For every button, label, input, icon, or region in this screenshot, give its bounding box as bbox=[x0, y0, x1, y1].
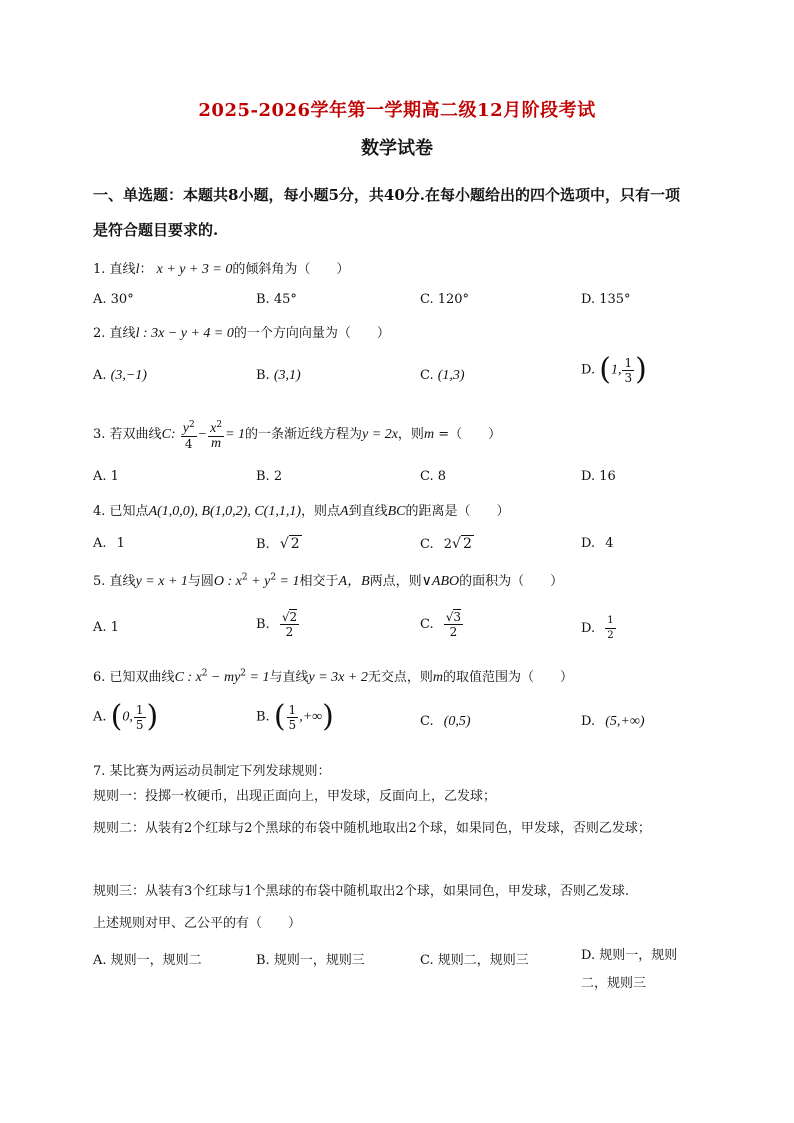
option-b: B. 45° bbox=[256, 292, 297, 307]
option-c: C. (0,5) bbox=[420, 714, 471, 729]
question-7: 7. 某比赛为两运动员制定下列发球规则： bbox=[93, 764, 331, 779]
question-5: 5. 直线y = x + 1与圆O : $x^2 + y^2 = 1$相交于A，B两点，则∨ABO的面积为（ ） bbox=[93, 572, 564, 589]
question-2: 2. 直线l : 3x − y + 4 = 0的一个方向向量为（ ） bbox=[93, 326, 390, 341]
exam-title: 2025-2026学年第一学期高二级12月阶段考试 bbox=[198, 100, 596, 121]
rule-2: 规则二：从装有2个红球与2个黑球的布袋中随机地取出2个球，如果同色，甲发球，否则乙发球； bbox=[93, 821, 651, 836]
option-d: D. 16 bbox=[581, 469, 616, 484]
question-4: 4. 已知点A(1,0,0), B(1,0,2), C(1,1,1)，则点A到直线BC的距离是（ ） bbox=[93, 504, 510, 519]
option-d: D. 规则一，规则二，规则三 bbox=[581, 948, 678, 991]
option-d: D. (1, $\frac{1}{3}$ ) bbox=[581, 352, 647, 387]
option-c: C. 8 bbox=[420, 469, 447, 484]
equation: x + y + 3 = 0 bbox=[156, 262, 233, 277]
equation: l : 3x − y + 4 = 0 bbox=[135, 326, 234, 341]
option-a: A. (3,−1) bbox=[93, 368, 147, 383]
option-a: A. (0, $\frac{1}{5}$ ) bbox=[93, 699, 159, 734]
option-c: C. 规则二，规则三 bbox=[420, 953, 529, 968]
option-c: C. 120° bbox=[420, 292, 470, 307]
option-b: B. 规则一，规则三 bbox=[256, 953, 365, 968]
option-b: B. $\frac{√2}{2}$ bbox=[256, 610, 298, 639]
rule-3: 规则三：从装有3个红球与1个黑球的布袋中随机取出2个球，如果同色，甲发球，否则乙发球. bbox=[93, 884, 629, 899]
option-c: C. $\frac{√3}{2}$ bbox=[420, 610, 462, 639]
option-a: A. 1 bbox=[93, 469, 119, 484]
option-b: B. √ 2 bbox=[256, 536, 300, 552]
option-c: C. 2√ 2 bbox=[420, 536, 472, 552]
option-d: D. $\frac{1}{2}$ bbox=[581, 615, 614, 641]
section-heading: 一、单选题：本题共8小题，每小题5分，共40分.在每小题给出的四个选项中，只有一项是符合题目要求的. bbox=[93, 186, 680, 239]
question-3: 3. 若双曲线C: $\frac{y^2}{4}$ − $\frac{x^2}{m}$ = 1的一条渐近线方程为y = 2x，则m =（ ） bbox=[93, 420, 502, 451]
option-d: D. 135° bbox=[581, 292, 631, 307]
option-a: A. 1 bbox=[93, 536, 125, 551]
option-b: B. 2 bbox=[256, 469, 283, 484]
question-6: 6. 已知双曲线C : $x^2 - my^2 = 1$与直线y = 3x + 2无交点，则m的取值范围为（ ） bbox=[93, 668, 573, 685]
rule-1: 规则一：投掷一枚硬币，出现正面向上，甲发球，反面向上，乙发球； bbox=[93, 789, 497, 804]
question-1: 1. 直线l： x + y + 3 = 0的倾斜角为（ ） bbox=[93, 262, 350, 277]
option-c: C. (1,3) bbox=[420, 368, 465, 383]
option-a: A. 1 bbox=[93, 620, 119, 635]
option-b: B. ( $\frac{1}{5}$ ,+∞) bbox=[256, 699, 334, 734]
question-7-ask: 上述规则对甲、乙公平的有（ ） bbox=[93, 916, 302, 931]
option-d: D. 4 bbox=[581, 536, 614, 551]
option-d: D. (5,+∞) bbox=[581, 714, 645, 729]
exam-subtitle: 数学试卷 bbox=[361, 138, 433, 159]
option-b: B. (3,1) bbox=[256, 368, 301, 383]
option-a: A. 规则一，规则二 bbox=[93, 953, 202, 968]
option-a: A. 30° bbox=[93, 292, 134, 307]
